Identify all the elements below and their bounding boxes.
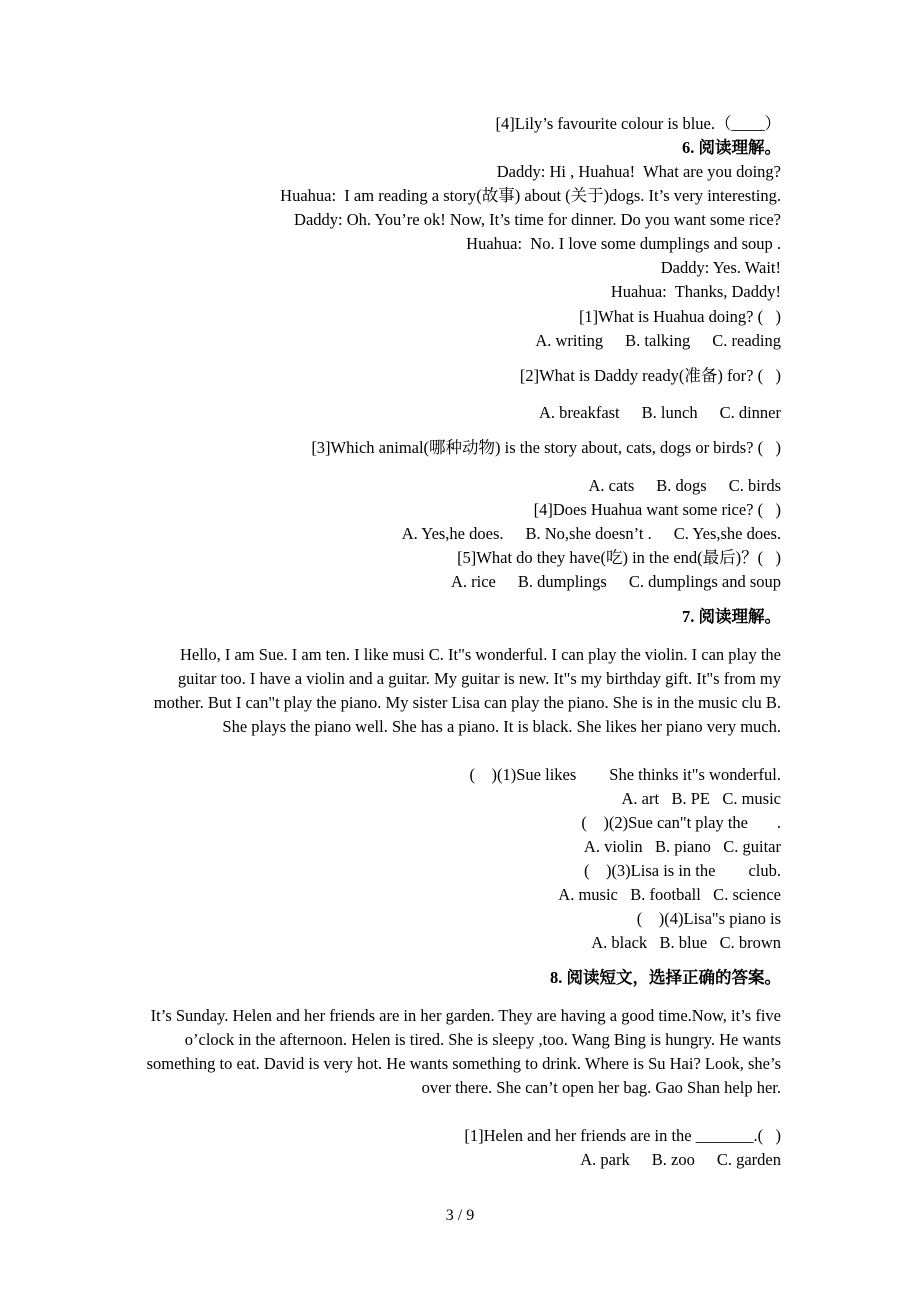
s7-question-4: ( )(4)Lisa"s piano is bbox=[636, 909, 781, 928]
option: C. reading bbox=[712, 331, 781, 350]
dialogue-line: Huahua: No. I love some dumplings and soup . bbox=[466, 234, 781, 253]
option: B. talking bbox=[625, 331, 691, 350]
option: A. writing bbox=[535, 331, 604, 350]
dialogue-line: Daddy: Hi , Huahua! What are you doing? bbox=[496, 162, 781, 181]
option: B. No,she doesn’t . bbox=[525, 524, 652, 543]
s6-options-5 bbox=[451, 572, 781, 592]
section8-heading: 8. 阅读短文，选择正确的答案。 bbox=[550, 968, 781, 987]
q5-item4: [4]Lily’s favourite colour is blue.（____） bbox=[495, 114, 781, 133]
option: B. lunch bbox=[641, 403, 698, 422]
option: C. Yes,she does. bbox=[673, 524, 781, 543]
dialogue-line: Daddy: Yes. Wait! bbox=[660, 258, 781, 277]
dialogue-line: Huahua: I am reading a story(故事) about (关于)dogs. It’s very interesting. bbox=[280, 186, 781, 205]
option: C. birds bbox=[728, 476, 781, 495]
s7-options-4: A. black B. blue C. brown bbox=[591, 933, 781, 952]
dialogue-line: Daddy: Oh. You’re ok! Now, It’s time for dinner. Do you want some rice? bbox=[294, 210, 781, 229]
s6-question-1: [1]What is Huahua doing? ( ) bbox=[578, 307, 781, 326]
s6-question-4: [4]Does Huahua want some rice? ( ) bbox=[533, 500, 781, 519]
section7-passage: Hello, I am Sue. I am ten. I like musi C. It"s wonderful. I can play the violin. I can play the guitar too. I have a violin and a guitar. My guitar is new. It"s my birthday gift. It"s from my mother. But I can"t play the piano. My sister Lisa can play the piano. She is in the music clu B. She plays the piano well. She has a piano. It is black. She likes her piano very much. bbox=[153, 645, 781, 736]
option: B. dumplings bbox=[517, 572, 607, 591]
option: A. cats bbox=[588, 476, 635, 495]
option: A. breakfast bbox=[539, 403, 620, 422]
s6-options-3 bbox=[588, 476, 781, 496]
s6-question-2: [2]What is Daddy ready(准备) for? ( ) bbox=[519, 366, 781, 385]
s6-question-5: [5]What do they have(吃) in the end(最后)？( ) bbox=[457, 548, 781, 567]
s8-options-1 bbox=[580, 1150, 781, 1170]
option: A. rice bbox=[450, 572, 496, 591]
s6-options-2 bbox=[539, 403, 781, 423]
dialogue-line: Huahua: Thanks, Daddy! bbox=[610, 282, 781, 301]
s7-options-3: A. music B. football C. science bbox=[558, 885, 781, 904]
s7-question-3: ( )(3)Lisa is in the club. bbox=[583, 861, 781, 880]
option: C. dinner bbox=[719, 403, 781, 422]
s7-options-2: A. violin B. piano C. guitar bbox=[583, 837, 781, 856]
option: C. garden bbox=[716, 1150, 781, 1169]
section8-passage: It’s Sunday. Helen and her friends are in her garden. They are having a good time.Now, it’s five o’clock in the afternoon. Helen is tired. She is sleepy ,too. Wang Bing is hungry. He wants something to eat. David is very hot. He wants something to drink. Where is Su Hai? Look, she’s over there. She can’t open her bag. Gao Shan help her. bbox=[146, 1006, 781, 1097]
s6-question-3: [3]Which animal(哪种动物) is the story about, cats, dogs or birds? ( ) bbox=[311, 438, 781, 457]
s7-options-1: A. art B. PE C. music bbox=[621, 789, 781, 808]
s8-question-1: [1]Helen and her friends are in the _______.( ) bbox=[464, 1126, 781, 1145]
option: C. dumplings and soup bbox=[628, 572, 781, 591]
option: A. Yes,he does. bbox=[401, 524, 504, 543]
page-number: 3 / 9 bbox=[445, 1207, 475, 1224]
option: B. dogs bbox=[656, 476, 707, 495]
s7-question-1: ( )(1)Sue likes She thinks it"s wonderful. bbox=[469, 765, 781, 784]
section6-heading: 6. 阅读理解。 bbox=[682, 138, 781, 157]
option: B. zoo bbox=[651, 1150, 695, 1169]
s6-options-1 bbox=[535, 331, 781, 351]
s6-options-4 bbox=[402, 524, 781, 544]
section7-heading: 7. 阅读理解。 bbox=[682, 607, 781, 626]
option: A. park bbox=[580, 1150, 630, 1169]
s7-question-2: ( )(2)Sue can"t play the . bbox=[581, 813, 781, 832]
